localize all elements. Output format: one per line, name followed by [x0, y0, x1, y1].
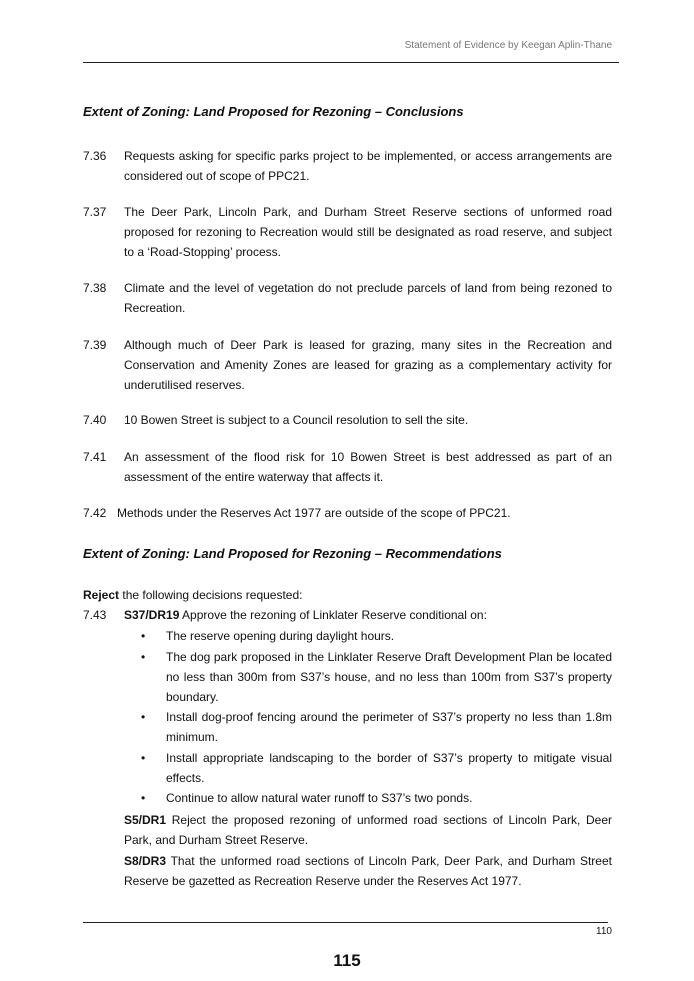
paragraph-number: 7.42 — [83, 506, 107, 520]
list-item — [124, 788, 612, 808]
paragraph-number: 7.40 — [83, 413, 107, 427]
recommendation-s8 — [124, 851, 612, 891]
bullet-icon: • — [141, 649, 146, 664]
paragraph-7-39 — [83, 335, 612, 395]
list-item-text: The dog park proposed in the Linklater Reserve Draft Development Plan be located no less than 300m from S37’s house, and no less than 100m from S37’s property boundary. — [166, 649, 612, 704]
paragraph-number: 7.36 — [83, 149, 107, 163]
header-divider — [83, 62, 619, 63]
reject-intro — [83, 585, 302, 605]
paragraph-text: Requests asking for specific parks project to be implemented, or access arrangements are considered out of scope of PPC21. — [124, 149, 612, 183]
paragraph-7-41 — [83, 447, 612, 487]
paragraph-text: Methods under the Reserves Act 1977 are outside of the scope of PPC21. — [117, 506, 511, 520]
bullet-icon: • — [141, 750, 146, 765]
reject-text: the following decisions requested: — [119, 588, 303, 602]
list-item-text: Continue to allow natural water runoff to S37’s two ponds. — [166, 791, 473, 805]
bullet-icon: • — [141, 629, 146, 643]
paragraph-text: Climate and the level of vegetation do not preclude parcels of land from being rezoned to Recreation. — [124, 281, 612, 315]
paragraph-7-43-number: 7.43 — [83, 608, 107, 622]
paragraph-number: 7.39 — [83, 338, 107, 352]
footer-divider — [83, 922, 608, 923]
recommendation-text: Reject the proposed rezoning of unformed road sections of Lincoln Park, Deer Park, and Durham Street Reserve. — [124, 813, 612, 847]
page-number: 110 — [596, 926, 612, 937]
recommendation-s37 — [124, 605, 612, 625]
paragraph-text: An assessment of the flood risk for 10 Bowen Street is best addressed as part of an assessment of the entire waterway that affects it. — [124, 450, 612, 484]
list-item — [124, 748, 612, 788]
recommendation-text: That the unformed road sections of Lincoln Park, Deer Park, and Durham Street Reserve be gazetted as Recreation Reserve under the Reserves Act 1977. — [124, 854, 612, 888]
list-item — [124, 647, 612, 707]
reject-label: Reject — [83, 588, 120, 602]
paragraph-number: 7.38 — [83, 281, 107, 295]
submission-code: S5/DR1 — [124, 813, 167, 827]
recommendation-s5 — [124, 810, 612, 850]
conclusions-heading: Extent of Zoning: Land Proposed for Rezoning – Conclusions — [83, 104, 464, 119]
paragraph-7-38 — [83, 278, 612, 318]
paragraph-7-40 — [83, 410, 612, 430]
paragraph-number: 7.37 — [83, 205, 107, 219]
paragraph-7-42 — [83, 503, 612, 523]
submission-code: S8/DR3 — [124, 854, 167, 868]
paragraph-number: 7.41 — [83, 450, 107, 464]
list-item-text: Install appropriate landscaping to the border of S37’s property to mitigate visual effects. — [166, 750, 612, 785]
paragraph-7-36 — [83, 146, 612, 186]
bullet-icon: • — [141, 791, 146, 805]
pdf-page-number: 115 — [333, 951, 361, 970]
paragraph-text: 10 Bowen Street is subject to a Council resolution to sell the site. — [124, 413, 469, 427]
submission-code: S37/DR19 — [124, 608, 180, 622]
recommendations-heading: Extent of Zoning: Land Proposed for Rezoning – Recommendations — [83, 546, 502, 561]
paragraph-text: Although much of Deer Park is leased for grazing, many sites in the Recreation and Conservation and Amenity Zones are leased for grazing as a complementary activity for underutilised reserves. — [124, 338, 612, 392]
paragraph-text: The Deer Park, Lincoln Park, and Durham Street Reserve sections of unformed road proposed for rezoning to Recreation would still be designated as road reserve, and subject to a ‘Road-Stopping’ process. — [124, 205, 612, 259]
paragraph-7-37 — [83, 202, 612, 262]
list-item — [124, 707, 612, 747]
list-item-text: The reserve opening during daylight hours. — [166, 629, 395, 643]
list-item — [124, 626, 612, 646]
recommendation-text: Approve the rezoning of Linklater Reserve conditional on: — [179, 608, 487, 622]
running-header: Statement of Evidence by Keegan Aplin-Thane — [404, 40, 612, 51]
list-item-text: Install dog-proof fencing around the perimeter of S37’s property no less than 1.8m minimum. — [166, 710, 612, 744]
bullet-icon: • — [141, 710, 146, 724]
conditions-list — [124, 626, 612, 809]
